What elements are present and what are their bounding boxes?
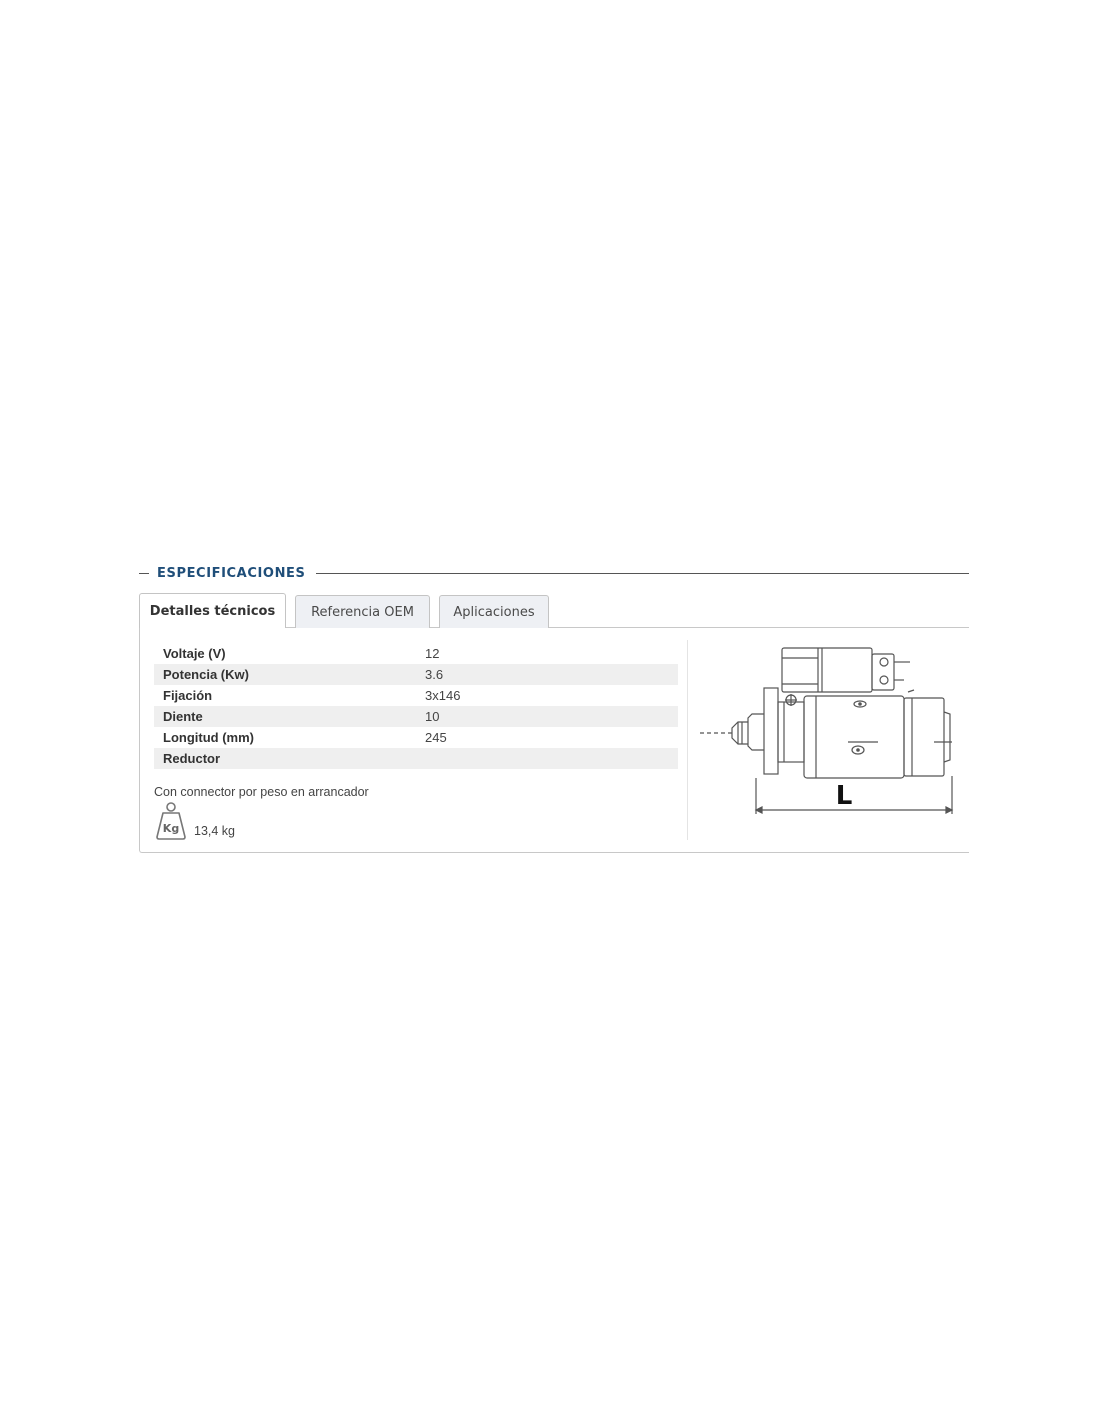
header-dash: [139, 573, 149, 574]
table-row: [154, 727, 678, 748]
drawing-terminals: [872, 654, 894, 690]
drawing-end-cap: [904, 698, 944, 776]
drawing-flange: [764, 688, 778, 774]
spec-value: 10: [416, 706, 678, 727]
starter-motor-drawing: [698, 642, 954, 818]
spec-label: Potencia (Kw): [154, 664, 416, 685]
table-row: [154, 706, 678, 727]
weight-info: [154, 801, 235, 841]
tab-referencia-oem[interactable]: Referencia OEM: [295, 595, 430, 628]
drawing-nose: [778, 702, 804, 762]
tab-bar: [139, 594, 969, 628]
connector-note: Con connector por peso en arrancador: [154, 785, 369, 799]
spec-value: 245: [425, 730, 447, 745]
spec-label: Fijación: [163, 688, 213, 703]
tab-aplicaciones[interactable]: Aplicaciones: [439, 595, 549, 628]
dimension-label: L: [835, 781, 853, 811]
spec-label: Diente: [154, 706, 416, 727]
weight-value: 13,4 kg: [194, 824, 236, 838]
table-row: [154, 748, 678, 769]
panel-divider: [687, 640, 688, 840]
spec-label: Reductor: [154, 748, 416, 769]
table-row: [154, 664, 678, 685]
drawing-solenoid: [782, 648, 872, 692]
spec-value: 3.6: [416, 664, 678, 685]
spec-label: Longitud (mm): [163, 730, 254, 745]
section-title: ESPECIFICACIONES: [157, 565, 306, 581]
table-row: [154, 685, 678, 706]
header-rule: [316, 573, 970, 574]
tab-detalles-tecnicos[interactable]: Detalles técnicos: [139, 593, 286, 628]
drawing-motor-body: [804, 696, 904, 778]
table-row: [154, 643, 678, 664]
spec-value: [416, 748, 678, 769]
spec-label: Voltaje (V): [163, 646, 226, 661]
weight-icon-label: Kg: [162, 822, 180, 835]
section-header: [139, 562, 969, 584]
spec-value: 3x146: [425, 688, 461, 703]
specifications-section: [139, 562, 969, 853]
spec-table: [154, 643, 678, 769]
tab-panel: [139, 628, 969, 853]
spec-value: 12: [425, 646, 440, 661]
drawing-pinion: [748, 714, 764, 750]
weight-icon: [154, 801, 188, 841]
